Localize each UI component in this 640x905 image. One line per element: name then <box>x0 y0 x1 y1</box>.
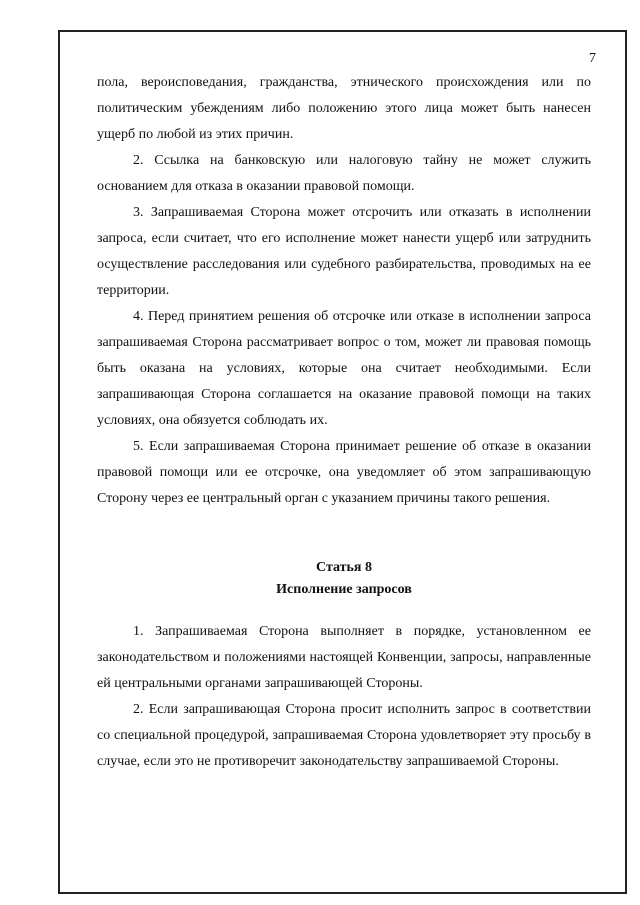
paragraph-4: 4. Перед принятием решения об отсрочке или отказе в исполнении запроса запрашиваемая Сторона рассматривает вопрос о том, может ли правовая помощь быть оказана на условиях, которые она считает необходимыми. Если запрашивающая Сторона соглашается на оказание правовой помощи на таких условиях, она обязуется соблюдать их. <box>97 309 591 428</box>
article8-paragraph-2: 2. Если запрашивающая Сторона просит исполнить запрос в соответствии со специальной процедурой, запрашиваемая Сторона удовлетворяет эту просьбу в случае, если это не противоречит законодательству запрашиваемой Стороны. <box>97 702 591 769</box>
paragraph-2: 2. Ссылка на банковскую или налоговую тайну не может служить основанием для отказа в оказании правовой помощи. <box>97 153 591 194</box>
article8-paragraph-1: 1. Запрашиваемая Сторона выполняет в порядке, установленном ее законодательством и положениями настоящей Конвенции, запросы, направленные ей центральными органами запрашивающей Стороны. <box>97 624 591 691</box>
page-number: 7 <box>589 51 596 66</box>
heading-spacer <box>97 601 591 619</box>
document-body <box>97 70 591 775</box>
article-number: Статья 8 <box>316 560 372 575</box>
paragraph-5: 5. Если запрашиваемая Сторона принимает решение об отказе в оказании правовой помощи или ее отсрочке, она уведомляет об этом запрашивающую Сторону через ее центральный орган с указанием причины такого решения. <box>97 439 591 506</box>
paragraph-continuation: пола, вероисповедания, гражданства, этнического происхождения или по политическим убеждениям либо положению этого лица может быть нанесен ущерб по любой из этих причин. <box>97 75 591 142</box>
article-title: Исполнение запросов <box>276 582 412 597</box>
paragraph-3: 3. Запрашиваемая Сторона может отсрочить или отказать в исполнении запроса, если считает, что его исполнение может нанести ущерб или затруднить осуществление расследования или судебного разбирательства, проводимых на ее территории. <box>97 205 591 298</box>
section-spacer <box>97 512 591 557</box>
